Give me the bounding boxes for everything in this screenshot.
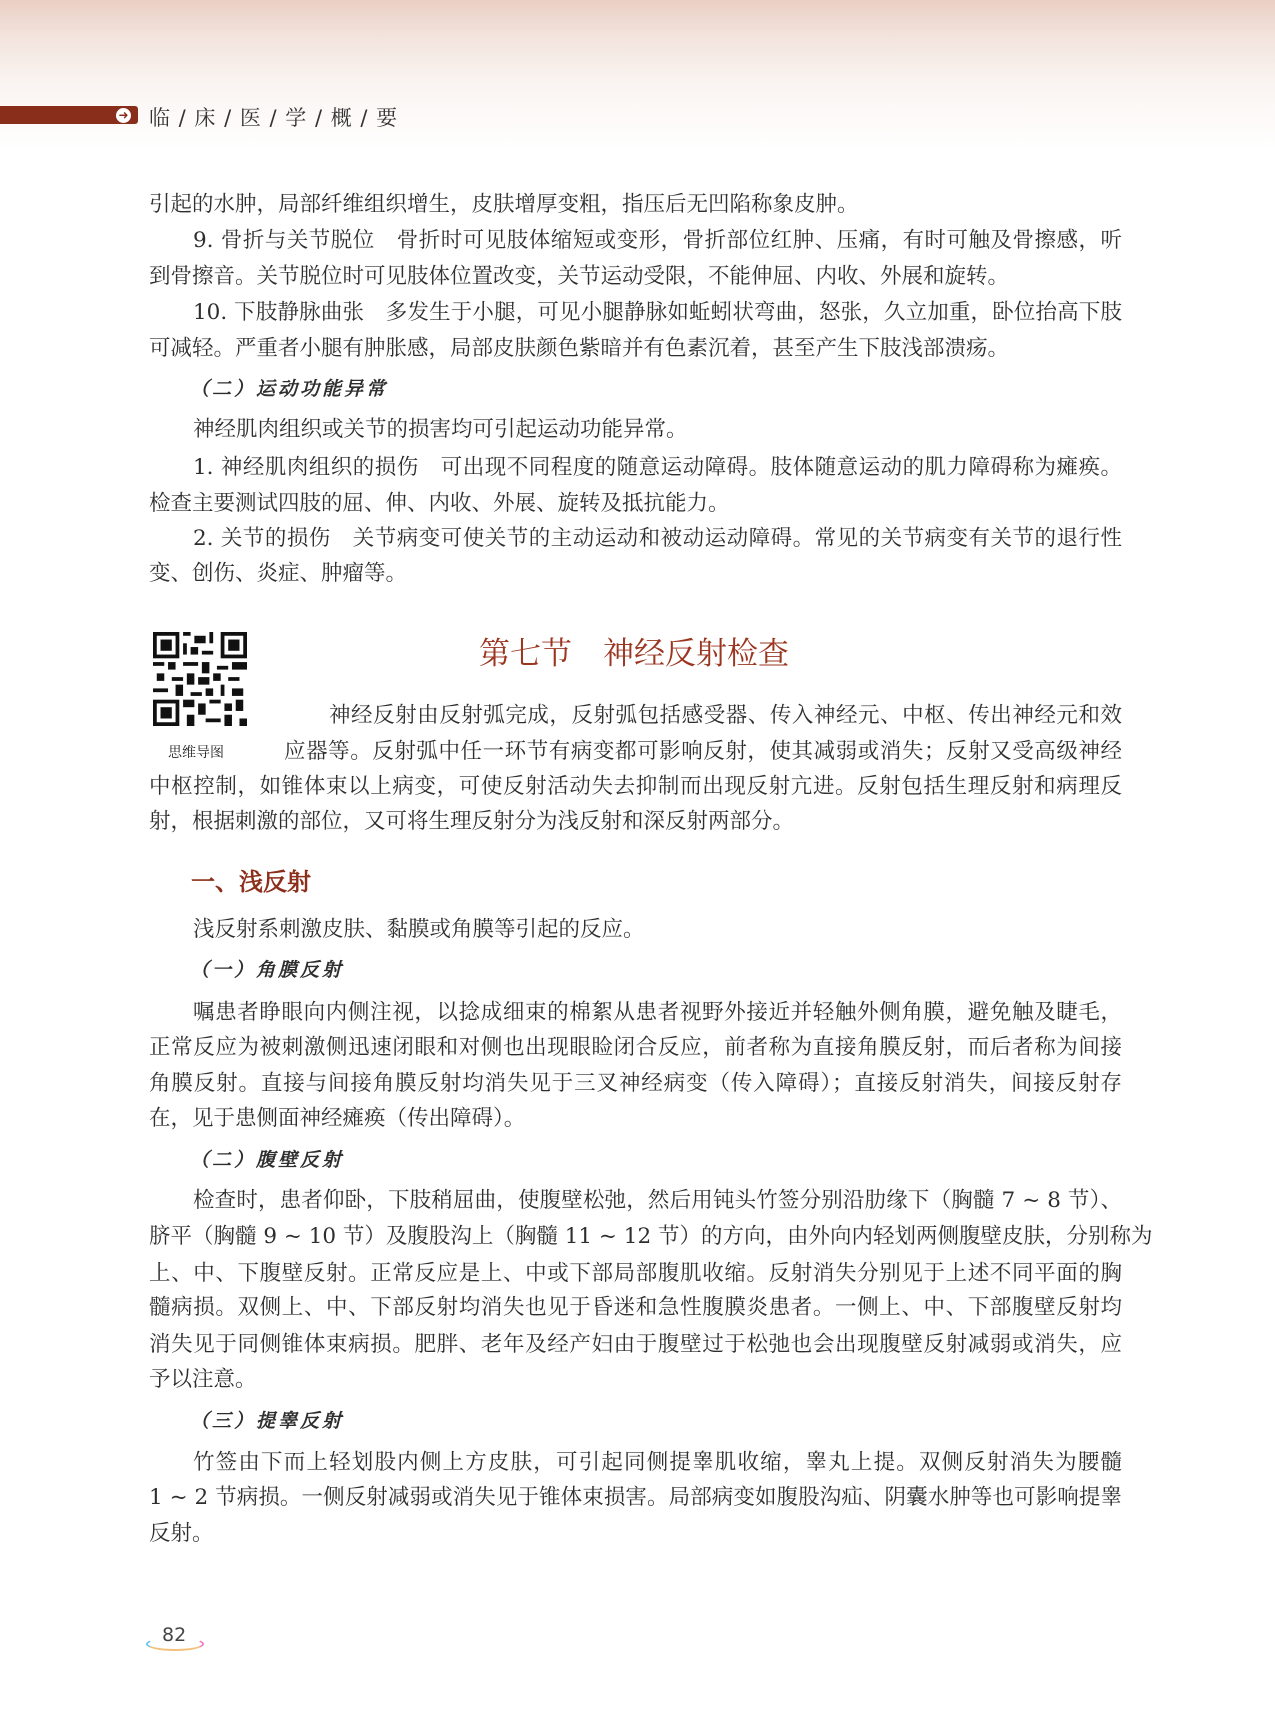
- text-line: 射，根据刺激的部位，又可将生理反射分为浅反射和深反射两部分。: [149, 809, 795, 834]
- text-line: 竹签由下而上轻划股内侧上方皮肤，可引起同侧提睾肌收缩，睾丸上提。双侧反射消失为腰髓: [193, 1450, 1122, 1475]
- text-line: 1 ~ 2 节病损。一侧反射减弱或消失见于锥体束损害。局部病变如腹股沟疝、阴囊水肿等也可影响提睾: [149, 1485, 1122, 1510]
- book-title: 临 / 床 / 医 / 学 / 概 / 要: [149, 106, 399, 130]
- text-line: 中枢控制，如锥体束以上病变，可使反射活动失去抑制而出现反射亢进。反射包括生理反射和病理反: [149, 774, 1122, 799]
- qr-code[interactable]: [153, 632, 247, 726]
- text-line: 角膜反射。直接与间接角膜反射均消失见于三叉神经病变（传入障碍）；直接反射消失，间接反射存: [149, 1071, 1122, 1096]
- text-line: 反射。: [149, 1521, 214, 1546]
- text-line: 予以注意。: [149, 1367, 257, 1392]
- qr-caption: 思维导图: [168, 745, 224, 761]
- text-line: 9. 骨折与关节脱位 骨折时可见肢体缩短或变形，骨折部位红肿、压痛，有时可触及骨擦感，听: [193, 228, 1122, 253]
- text-line: 正常反应为被刺激侧迅速闭眼和对侧也出现眼睑闭合反应，前者称为直接角膜反射，而后者称为间接: [149, 1035, 1122, 1060]
- text-line: 可减轻。严重者小腿有肿胀感，局部皮肤颜色紫暗并有色素沉着，甚至产生下肢浅部溃疡。: [149, 336, 1010, 361]
- subheading: （二）运动功能异常: [190, 378, 389, 400]
- subheading: （一）角膜反射: [190, 959, 345, 981]
- text-line: 在，见于患侧面神经瘫痪（传出障碍）。: [149, 1106, 526, 1131]
- section-title: 第七节 神经反射检查: [479, 636, 789, 672]
- text-line: 2. 关节的损伤 关节病变可使关节的主动运动和被动运动障碍。常见的关节病变有关节的退行性: [193, 526, 1122, 551]
- text-line: 嘱患者睁眼向内侧注视，以捻成细束的棉絮从患者视野外接近并轻触外侧角膜，避免触及睫毛，: [193, 1000, 1122, 1025]
- subheading: （三）提睾反射: [190, 1410, 345, 1432]
- text-line: 检查主要测试四肢的屈、伸、内收、外展、旋转及抵抗能力。: [149, 491, 730, 516]
- text-line: 神经反射由反射弧完成，反射弧包括感受器、传入神经元、中枢、传出神经元和效: [329, 703, 1122, 728]
- text-line: 脐平（胸髓 9 ~ 10 节）及腹股沟上（胸髓 11 ~ 12 节）的方向，由外向内轻划两侧腹壁皮肤，分别称为: [149, 1224, 1153, 1249]
- text-line: 引起的水肿，局部纤维组织增生，皮肤增厚变粗，指压后无凹陷称象皮肿。: [149, 192, 859, 217]
- text-line: 检查时，患者仰卧，下肢稍屈曲，使腹壁松弛，然后用钝头竹签分别沿肋缘下（胸髓 7 ~ 8 节）、: [193, 1188, 1122, 1213]
- text-line: 10. 下肢静脉曲张 多发生于小腿，可见小腿静脉如蚯蚓状弯曲，怒张，久立加重，卧位抬高下肢: [193, 300, 1122, 325]
- text-line: 消失见于同侧锥体束病损。肥胖、老年及经产妇由于腹壁过于松弛也会出现腹壁反射减弱或消失，应: [149, 1332, 1122, 1357]
- text-line: 髓病损。双侧上、中、下部反射均消失也见于昏迷和急性腹膜炎患者。一侧上、中、下部腹壁反射均: [149, 1295, 1122, 1320]
- text-line: 变、创伤、炎症、肿瘤等。: [149, 561, 408, 586]
- text-line: 到骨擦音。关节脱位时可见肢体位置改变，关节运动受限，不能伸屈、内收、外展和旋转。: [149, 264, 1010, 289]
- text-line: 神经肌肉组织或关节的损害均可引起运动功能异常。: [193, 417, 688, 442]
- subheading: （二）腹壁反射: [190, 1149, 345, 1171]
- text-line: 上、中、下腹壁反射。正常反应是上、中或下部局部腹肌收缩。反射消失分别见于上述不同平面的胸: [149, 1261, 1122, 1286]
- arrow-right-circle-icon: ➜: [116, 108, 131, 123]
- text-line: 1. 神经肌肉组织的损伤 可出现不同程度的随意运动障碍。肢体随意运动的肌力障碍称为瘫痪。: [193, 455, 1122, 480]
- heading-superficial-reflex: 一、浅反射: [191, 868, 311, 896]
- page-number: 82: [162, 1624, 187, 1646]
- text-line: 浅反射系刺激皮肤、黏膜或角膜等引起的反应。: [193, 917, 645, 942]
- text-line: 应器等。反射弧中任一环节有病变都可影响反射，使其减弱或消失；反射又受高级神经: [284, 739, 1122, 764]
